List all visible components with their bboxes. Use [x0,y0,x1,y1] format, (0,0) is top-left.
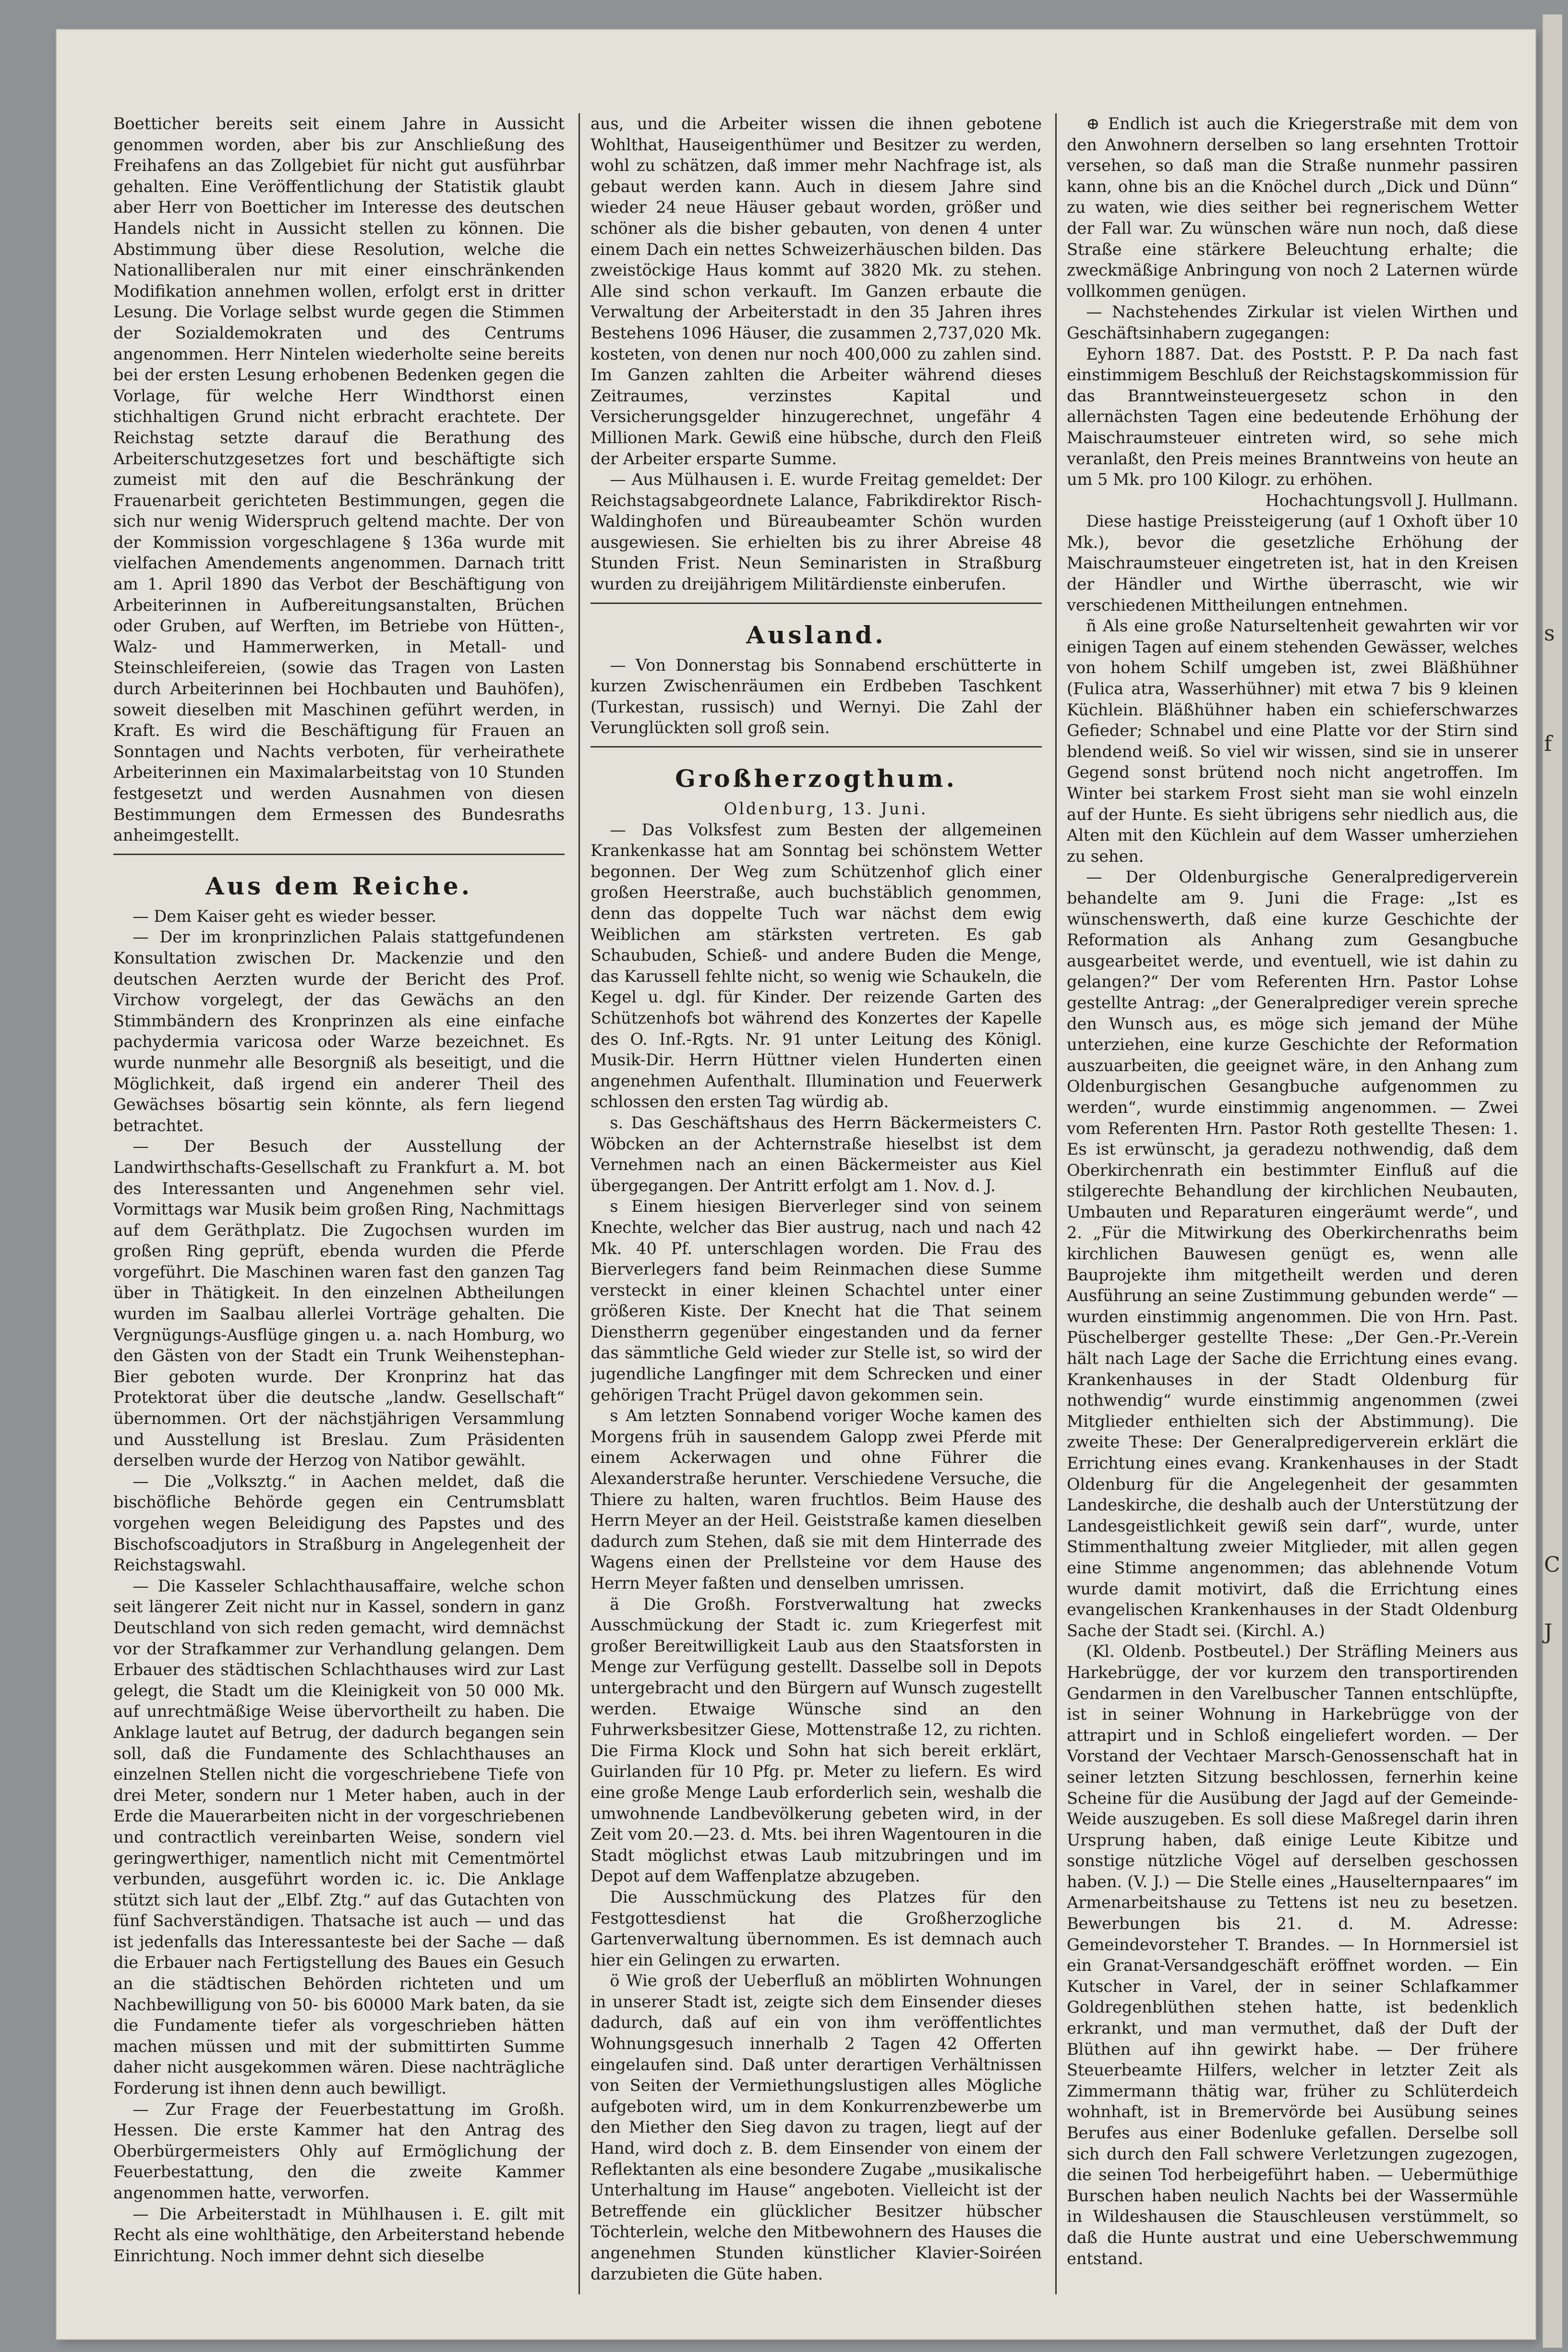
article-text: — Die Arbeiterstadt in Mühlhausen i. E. gilt mit Recht als eine wohlthätige, den Arbeiterstand hebende Einrichtung. Noch immer dehnt sich dieselbe [113,2204,565,2265]
section-rule [591,746,1042,748]
section-heading: Ausland. [746,620,886,649]
column-1 [113,113,565,2294]
section-heading: Aus dem Reiche. [205,871,473,900]
article-text: s Am letzten Sonnabend voriger Woche kamen des Morgens früh in sausendem Galopp zwei Pferde mit einem Ackerwagen und ohne Führer die Alexanderstraße herunter. Verschiedene Versuche, die Thiere zu halten, waren fruchtlos. Beim Hause des Herrn Meyer an der Heil. Geiststraße kamen dieselben dadurch zum Stehen, daß sie mit dem Hinterrade des Wagens einen der Prellsteine vor dem Hause des Herrn Meyer faßten und denselben umrissen. [591,1406,1042,1592]
article-text: ö Wie groß der Ueberfluß an möblirten Wohnungen in unserer Stadt ist, zeigte sich dem Einsender dieses dadurch, daß auf ein von ihm veröffentlichtes Wohnungsgesuch innerhalb 2 Tagen 42 Offerten eingelaufen sind. Daß unter derartigen Verhältnissen von Seiten der Vermiethungslustigen alles Mögliche aufgeboten wird, um in dem Konkurrenzbewerbe um den Miether den Sieg davon zu tragen, liegt auf der Hand, wird doch z. B. dem Einsender von einem der Reflektanten als eine besondere Zugabe „musikalische Unterhaltung im Hause“ angeboten. Vielleicht ist der Betreffende ein glücklicher Besitzer hübscher Töchterlein, welche den Mitbewohnern des Hauses die angenehmen Stunden künstlicher Klavier-Soiréen darzubieten die Güte haben. [591,1971,1042,2283]
article-text: — Das Volksfest zum Besten der allgemeinen Krankenkasse hat am Sonntag bei schönstem Wetter begonnen. Der Weg zum Schützenhof glich einer großen Heerstraße, auch buchstäblich genommen, denn das doppelte Tuch war nächst dem ewig Weiblichen am stärksten vertreten. Es gab Schaubuden, Schieß- und andere Buden die Menge, das Karussell fehlte nicht, so wenig wie Schaukeln, die Kegel u. dgl. für Kinder. Der reizende Garten des Schützenhofs bot während des Konzertes der Kapelle des O. Inf.-Rgts. Nr. 91 unter Leitung des Königl. Musik-Dir. Herrn Hüttner vielen Hunderten einen angenehmen Aufenthalt. Illumination und Feuerwerk schlossen den ersten Tag würdig ab. [591,820,1042,1111]
article-text: — Dem Kaiser geht es wieder besser. [133,906,437,926]
article-text: (Kl. Oldenb. Postbeutel.) Der Sträfling Meiners aus Harkebrügge, der vor kurzem den transportirenden Gendarmen in den Varelbuscher Tannen entschlüpfte, ist in seiner Wohnung in Harkebrügge von der attrapirt und in Schloß eingeliefert worden. — Der Vorstand der Vechtaer Marsch-Genossenschaft hat in seiner letzten Sitzung beschlossen, fernerhin keine Scheine für die Ausübung der Jagd auf der Gemeinde-Weide auszugeben. Es soll diese Maßregel darin ihren Ursprung haben, daß einige Leute Kibitze und sonstige nützliche Vögel auf derselben geschossen haben. (V. J.) — Die Stelle eines „Hauselternpaares“ im Armenarbeitshause zu Tettens ist neu zu besetzen. Bewerbungen bis 21. d. M. Adresse: Gemeindevorsteher T. Brandes. — In Hornmersiel ist ein Granat-Versandgeschäft eröffnet worden. — Ein Kutscher in Varel, der in seiner Schlafkammer Goldregenblüthen stehen hatte, ist bedenklich erkrankt, und man vermuthet, daß der Duft der Blüthen auf ihn gewirkt habe. — Der frühere Steuerbeamte Hilfers, welcher in letzter Zeit als Zimmermann thätig war, früher zu Schlüterdeich wohnhaft, ist in Bremervörde bei Ausübung seines Berufes aus einer Bodenluke gefallen. Derselbe soll sich durch den Fall schwere Verletzungen zugezogen, die seinen Tod herbeigeführt haben. — Uebermüthige Burschen haben neulich Nachts bei der Wassermühle in Wildeshausen die Stauschleusen verstümmelt, so daß die Hunte austrat und eine Ueberschwemmung entstand. [1067,1642,1518,2268]
section-rule [113,854,565,855]
article-text: ä Die Großh. Forstverwaltung hat zwecks Ausschmückung der Stadt ic. zum Kriegerfest mit großer Bereitwilligkeit Laub aus den Staatsforsten in Menge zur Verfügung gestellt. Dasselbe soll in Depots untergebracht und den Bürgern auf Wunsch zugestellt werden. Etwaige Wünsche sind an den Fuhrwerksbesitzer Giese, Mottenstraße 12, zu richten. Die Firma Klock und Sohn hat sich bereit erklärt, Guirlanden für 10 Pfg. pr. Meter zu liefern. Es wird eine große Menge Laub erforderlich sein, weshalb die umwohnende Landbevölkerung gebeten wird, in der Zeit vom 20.—23. d. Mts. bei ihren Wagentouren in die Stadt möglichst etwas Laub mitzubringen und im Depot auf dem Waffenplatze abzugeben. [591,1594,1042,1886]
section-rule [591,603,1042,604]
column-divider [579,113,580,2294]
article-text: — Nachstehendes Zirkular ist vielen Wirthen und Geschäftsinhabern zugegangen: [1067,302,1518,342]
article-text: aus, und die Arbeiter wissen die ihnen gebotene Wohlthat, Hauseigenthümer und Besitzer zu werden, wohl zu schätzen, daß immer mehr Nachfrage ist, als gebaut werden kann. Auch in diesem Jahre sind wieder 24 neue Häuser gebaut worden, größer und schöner als die bisher gebauten, von denen 4 unter einem Dach ein nettes Schweizerhäuschen bilden. Das zweistöckige Haus kommt auf 3820 Mk. zu stehen. Alle sind schon verkauft. Im Ganzen erbaute die Verwaltung der Arbeiterstadt in den 35 Jahren ihres Bestehens 1096 Häuser, die zusammen 2,737,020 Mk. kosteten, von denen nur noch 400,000 zu zahlen sind. Im Ganzen zahlten die Arbeiter während dieses Zeitraumes, verzinstes Kapital und Versicherungsgelder hinzugerechnet, ungefähr 4 Millionen Mark. Gewiß eine hübsche, durch den Fleiß der Arbeiter ersparte Summe. [591,114,1042,468]
article-text: — Von Donnerstag bis Sonnabend erschütterte in kurzen Zwischenräumen ein Erdbeben Taschkent (Turkestan, russisch) und Wernyi. Die Zahl der Verunglückten soll groß sein. [591,655,1042,737]
edge-letter: s [1544,621,1555,646]
article-text: — Der Oldenburgische Generalpredigerverein behandelte am 9. Juni die Frage: „Ist es wünschenswerth, daß eine kurze Geschichte der Reformation als Anhang zum Gesangbuche ausgearbeitet werde, und eventuell, wie ist dahin zu gelangen?“ Der vom Referenten Hrn. Pastor Lohse gestellte Antrag: „der Generalprediger verein spreche den Wunsch aus, es möge sich jemand der Mühe unterziehen, eine kurze Geschichte der Reformation auszuarbeiten, die geeignet wäre, in den Anhang zum Oldenburgischen Gesangbuche aufgenommen zu werden“, wurde einstimmig angenommen. — Zwei vom Referenten Hrn. Pastor Roth gestellte Thesen: 1. Es ist erwünscht, ja geradezu nothwendig, daß dem Oberkirchenrath ein bestimmter Einfluß auf die stilgerechte Behandlung der kirchlichen Neubauten, Umbauten und Reparaturen eingeräumt werde“, und 2. „Für die Mitwirkung des Oberkirchenraths beim kirchlichen Bauwesen genügt es, wenn alle Bauprojekte ihm mitgetheilt werden und deren Ausführung an seine Zustimmung gebunden werde“ — wurden einstimmig angenommen. Die von Hrn. Past. Püschelberger gestellte These: „Der Gen.-Pr.-Verein hält nach Lage der Sache die Errichtung eines evang. Krankenhauses in der Stadt Oldenburg für nothwendig“ wurde einstimmig angenommen (zwei Mitglieder enthielten sich der Abstimmung). Die zweite These: Der Generalpredigerverein erklärt die Errichtung eines evang. Krankenhauses in der Stadt Oldenburg für die Angelegenheit der gesammten Landeskirche, die deshalb auch der Unterstützung der Landesgeistlichkeit gewiß sein darf“, wurde, unter Stimmenthaltung zweier Mitglieder, mit allen gegen eine Stimme angenommen; das ablehnende Votum wurde damit motivirt, daß die Errichtung eines evangelischen Krankenhauses in der Stadt Oldenburg Sache der Stadt sei. (Kirchl. A.) [1067,868,1518,1640]
article-text: — Zur Frage der Feuerbestattung im Großh. Hessen. Die erste Kammer hat den Antrag des Oberbürgermeisters Ohly auf Ermöglichung der Feuerbestattung, den die zweite Kammer angenommen hatte, verworfen. [113,2099,565,2202]
edge-letter: f [1544,732,1552,756]
article-text: Die Ausschmückung des Platzes für den Festgottesdienst hat die Großherzogliche Gartenverwaltung übernommen. Es ist demnach auch hier ein Gelingen zu erwarten. [591,1887,1042,1969]
article-text: Eyhorn 1887. Dat. des Poststt. P. P. Da nach fast einstimmigem Beschluß der Reichstagskommission für das Branntweinsteuergesetz schon in den allernächsten Tagen eine bedeutende Erhöhung der Maischraumsteuer eintreten wird, so sehe mich veranlaßt, den Preis meines Branntweins von heute an um 5 Mk. pro 100 Kilogr. zu erhöhen. [1067,344,1518,489]
article-text: Diese hastige Preissteigerung (auf 1 Oxhoft über 10 Mk.), bevor die gesetzliche Erhöhung der Maischraumsteuer eingetreten ist, hat in den Kreisen der Händler und Wirthe überrascht, wie wir verschiedenen Mittheilungen entnehmen. [1067,512,1518,615]
article-text: — Die „Volksztg.“ in Aachen meldet, daß die bischöfliche Behörde gegen ein Centrumsblatt vorgehen wegen Beleidigung des Papstes und des Bischofscoadjutors in Straßburg in Angelegenheit der Reichstagswahl. [113,1472,565,1575]
article-text: s Einem hiesigen Bierverleger sind von seinem Knechte, welcher das Bier austrug, nach und nach 42 Mk. 40 Pf. unterschlagen worden. Die Frau des Bierverlegers fand beim Reinmachen diese Summe versteckt in einer kleinen Schachtel unter einer größeren Kiste. Der Knecht hat die That seinem Dienstherrn gegenüber eingestanden und da ferner das sämmtliche Geld wieder zur Stelle ist, so wird der jugendliche Langfinger mit dem Schrecken und einer gehörigen Tracht Prügel davon gekommen sein. [591,1197,1042,1404]
adjacent-page-edge [1542,14,1562,2348]
dateline: Oldenburg, 13. Juni. [724,799,928,819]
article-text: — Die Kasseler Schlachthausaffaire, welche schon seit längerer Zeit nicht nur in Kassel, sondern in ganz Deutschland von sich reden gemacht, wird demnächst vor der Strafkammer zur Verhandlung gelangen. Dem Erbauer des städtischen Schlachthauses wird zur Last gelegt, die Stadt um die Kleinigkeit von 50 000 Mk. auf unrechtmäßige Weise übervortheilt zu haben. Die Anklage lautet auf Betrug, der dadurch begangen sein soll, daß die Fundamente des Schlachthauses an einzelnen Stellen nicht die vorgeschriebene Tiefe von drei Meter, sondern nur 1 Meter haben, auch in der Erde die Mauerarbeiten nicht in der vorgeschriebenen und contractlich vereinbarten Weise, sondern viel geringwerthiger, namentlich nicht mit Cementmörtel verbunden, ausgeführt worden ic. ic. Die Anklage stützt sich laut der „Elbf. Ztg.“ auf das Gutachten von fünf Sachverständigen. Thatsache ist auch — und das ist jedenfalls das Interessanteste bei der Sache — daß die Erbauer nach Fertigstellung des Baues ein Gesuch an die städtischen Behörden richteten und um Nachbewilligung von 50- bis 60000 Mark baten, da sie die Fundamente tiefer als vorgeschrieben hätten machen müssen und mit der submittirten Summe daher nicht ausgekommen wären. Diese nachträgliche Forderung ist ihnen denn auch bewilligt. [113,1576,565,2098]
column-3 [1067,113,1518,2294]
edge-letter: C [1544,1553,1560,1577]
section-heading: Großherzogthum. [675,764,957,793]
column-divider [1055,113,1057,2294]
article-text: — Der im kronprinzlichen Palais stattgefundenen Konsultation zwischen Dr. Mackenzie und den deutschen Aerzten wurde der Bericht des Prof. Virchow vorgelegt, der das Gewächs an den Stimmbändern des Kronprinzen als eine einfache pachydermia varicosa oder Warze bezeichnet. Es wurde nunmehr alle Besorgniß als beseitigt, und die Möglichkeit, daß irgend ein anderer Theil des Gewächses bösartig sein könnte, als fern liegend betrachtet. [113,928,565,1135]
article-text: s. Das Geschäftshaus des Herrn Bäckermeisters C. Wöbcken an der Achternstraße hieselbst ist dem Vernehmen nach an einen Bäckermeister aus Kiel übergegangen. Der Antritt erfolgt am 1. Nov. d. J. [591,1113,1042,1195]
signature-line: Hochachtungsvoll J. Hullmann. [1265,491,1518,510]
article-text: — Aus Mülhausen i. E. wurde Freitag gemeldet: Der Reichstagsabgeordnete Lalance, Fabrikdirektor Risch-Waldinghofen und Büreaubeamter Schön wurden ausgewiesen. Sie erhielten bis zu ihrer Abreise 48 Stunden Frist. Neun Seminaristen in Straßburg wurden zu dreijährigem Militärdienste einberufen. [591,470,1042,594]
article-text: — Der Besuch der Ausstellung der Landwirthschafts-Gesellschaft zu Frankfurt a. M. bot des Interessanten und Angenehmen sehr viel. Vormittags war Musik beim großen Ring, Nachmittags auf dem Geräthplatz. Die Zugochsen wurden im großen Ring geprüft, ebenda wurden die Pferde vorgeführt. Die Maschinen waren fast den ganzen Tag über in Thätigkeit. In den einzelnen Abtheilungen wurden im Saalbau allerlei Vorträge gehalten. Die Vergnügungs-Ausflüge gingen u. a. nach Homburg, wo den Gästen von der Stadt ein Trunk Weihenstephan-Bier geboten wurde. Der Kronprinz hat das Protektorat über die deutsche „landw. Gesellschaft“ übernommen. Ort der nächstjährigen Versammlung und Ausstellung ist Breslau. Zum Präsidenten derselben wurde der Herzog von Natibor gewählt. [113,1137,565,1470]
edge-letter: J [1544,1620,1553,1644]
column-2 [591,113,1042,2294]
article-text: ⊕ Endlich ist auch die Kriegerstraße mit dem von den Anwohnern derselben so lang ersehnten Trottoir versehen, so daß man die Straße nunmehr passiren kann, ohne bis an die Knöchel durch „Dick und Dünn“ zu waten, wie dies seither bei regnerischem Wetter der Fall war. Zu wünschen wäre nun noch, daß diese Straße eine stärkere Beleuchtung erhalte; die zweckmäßige Anbringung von noch 2 Laternen würde vollkommen genügen. [1067,114,1518,301]
article-text: Boetticher bereits seit einem Jahre in Aussicht genommen worden, aber bis zur Anschließung des Freihafens an das Zollgebiet für nicht gut ausführbar gehalten. Eine Veröffentlichung der Statistik glaubt aber Herr von Boetticher im Interesse des deutschen Handels nicht in Aussicht stellen zu können. Die Abstimmung über diese Resolution, welche die Nationalliberalen nur mit einer einschränkenden Modifikation annehmen wollen, erfolgt erst in dritter Lesung. Die Vorlage selbst wurde gegen die Stimmen der Sozialdemokraten und des Centrums angenommen. Herr Nintelen wiederholte seine bereits bei der ersten Lesung erhobenen Bedenken gegen die Vorlage, für welche Herr Windthorst einen stichhaltigen Grund nicht erbracht erachtete. Der Reichstag setzte darauf die Berathung des Arbeiterschutzgesetzes fort und beschäftigte sich zumeist mit den auf die Beschränkung der Frauenarbeit gerichteten Bestimmungen, gegen die sich nur wenig Widerspruch geltend machte. Der von der Kommission vorgeschlagene § 136a wurde mit vielfachen Amendements angenommen. Darnach tritt am 1. April 1890 das Verbot der Beschäftigung von Arbeiterinnen in Aufbereitungsanstalten, Brüchen oder Gruben, auf Werften, im Betriebe von Hütten-, Walz- und Hammerwerken, in Metall- und Steinschleifereien, (sowie das Tragen von Lasten durch Arbeiterinnen bei Hochbauten und Bauhöfen), soweit dieselben mit Maschinen geführt werden, in Kraft. Es wird die Beschäftigung für Frauen an Sonntagen und Nachts verboten, für verheirathete Arbeiterinnen ein Maximalarbeitstag von 10 Stunden festgesetzt und werden Ausnahmen von diesen Bestimmungen dem Ermessen des Bundesraths anheimgestellt. [113,114,565,845]
article-text: ñ Als eine große Naturseltenheit gewahrten wir vor einigen Tagen auf einem stehenden Gewässer, welches von hohem Schilf umgeben ist, zwei Bläßhühner (Fulica atra, Wasserhühner) mit etwa 7 bis 9 kleinen Küchlein. Bläßhühner haben ein schieferschwarzes Gefieder; Schnabel und eine Platte vor der Stirn sind blendend weiß. So viel wir wissen, sind sie in unserer Gegend sonst brütend noch nicht angetroffen. Im Winter bei starkem Frost sieht man sie wohl einzeln auf der Hunte. Es sieht übrigens sehr niedlich aus, die Alten mit den Küchlein auf dem Wasser umherziehen zu sehen. [1067,616,1518,866]
